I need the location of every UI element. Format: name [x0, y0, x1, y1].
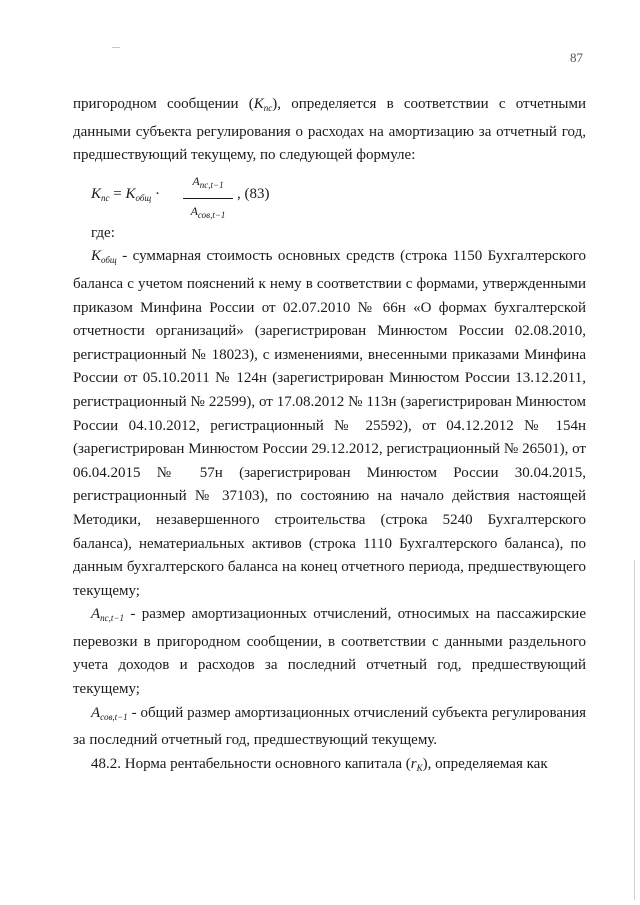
- definition-k-obsch: $K_{общ}$ - суммарная стоимость основных средств (строка 1150 Бухгалтерского баланса с учетом пояснений к нему в соответствии с формами, утвержденными приказом Минфина России от 02.07.2010 № 66н «О формах бухгалтерской отчетности организаций» (зарегистрирован Минюстом России 02.08.2010, регистрационный № 18023), с изменениями, внесенными приказами Минфина России от 05.10.2011 № 124н (зарегистрирован Минюстом России 13.12.2011, регистрационный № 22599), от 17.08.2012 № 113н (зарегистрирован Минюстом России 04.10.2012, регистрационный № 25592), от 04.12.2012 № 154н (зарегистрирован Минюстом России 29.12.2012, регистрационный № 26501), от 06.04.2015 № 57н (зарегистрирован Минюстом России 30.04.2015, регистрационный № 37103), по состоянию на начало действия настоящей Методики, незавершенного строительства (строка 5240 Бухгалтерского баланса), нематериальных активов (строка 1110 Бухгалтерского баланса), по данным бухгалтерского баланса на конец отчетного периода, предшествующего текущему;: [73, 248, 586, 599]
- formula-lhs: $K_{пс} = K_{общ}$ ·: [91, 185, 160, 203]
- formula-fraction: [183, 170, 233, 228]
- paragraph-intro: пригородном сообщении $(K_{пс})$, определяется в соответствии с отчетными данными субъекта регулирования о расходах на амортизацию за отчетный год, предшествующий текущему, по следующей формуле:: [73, 96, 586, 164]
- symbol-a-sov: $A_{сов,t-1}$: [91, 704, 128, 722]
- page-number: 87: [570, 50, 583, 65]
- document-body: [73, 93, 586, 780]
- symbol-k-obsch: $K_{общ}$: [91, 248, 117, 266]
- fraction-denominator: $A_{сов,t-1}$: [190, 204, 226, 221]
- where-label: где:: [91, 224, 115, 241]
- definition-a-sov: $A_{сов,t-1}$ - общий размер амортизационных отчислений субъекта регулирования за последний отчетный год, предшествующий текущему.: [73, 704, 586, 749]
- scan-artifact: [112, 47, 120, 48]
- paragraph-48-2: 48.2. Норма рентабельности основного капитала $(r_K)$, определяемая как: [91, 755, 548, 773]
- fraction-numerator: $A_{пс,t-1}$: [183, 170, 233, 200]
- formula-83: [91, 170, 586, 220]
- scan-artifact: [634, 560, 635, 900]
- formula-number: , (83): [237, 185, 270, 202]
- definition-a-ps: $A_{пс,t-1}$ - размер амортизационных отчислений, относимых на пассажирские перевозки в пригородном сообщении, в соответствии с данными раздельного учета доходов и расходов за последний отчетный год, предшествующий текущему;: [73, 606, 586, 698]
- symbol-a-ps: $A_{пс,t-1}$: [91, 606, 124, 624]
- symbol-r-k: $r_K$: [410, 755, 423, 773]
- symbol-k-ps: $K_{пс}$: [253, 96, 273, 113]
